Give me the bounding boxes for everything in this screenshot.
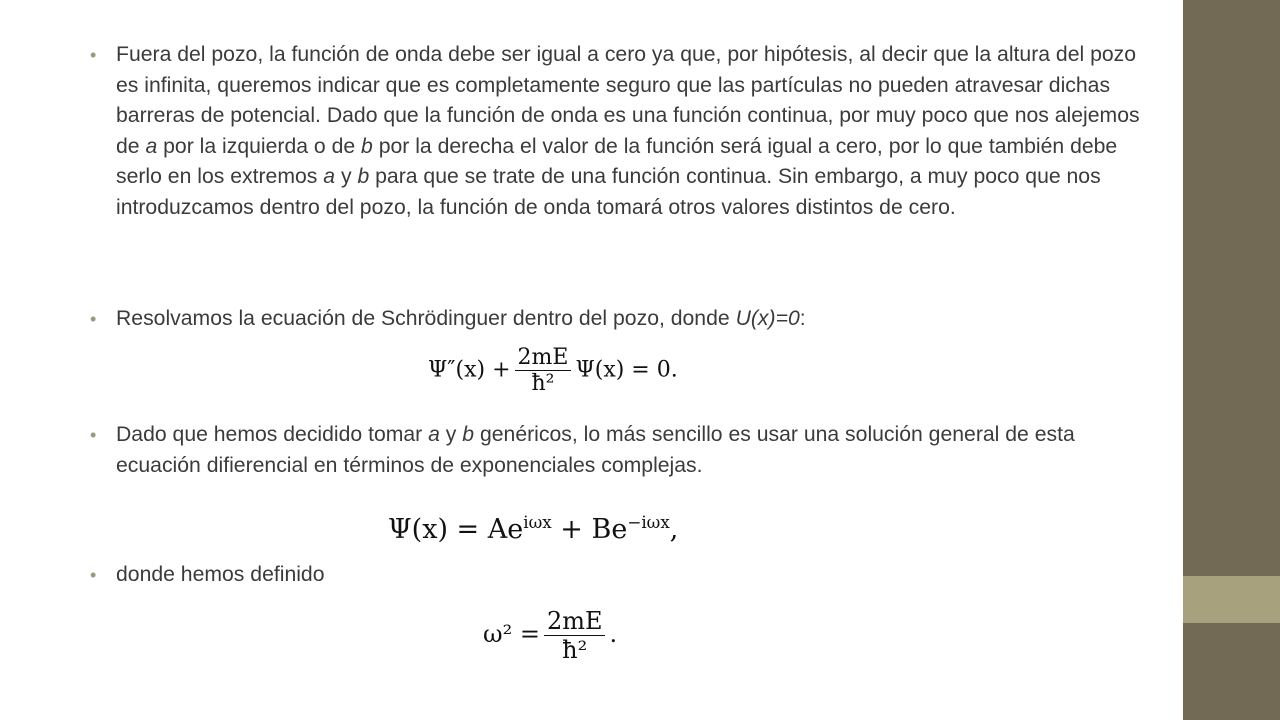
eq-lhs: Ψ″(x) +: [428, 357, 511, 383]
fraction-numerator: 2mE: [544, 607, 606, 636]
var-b: b: [357, 165, 370, 189]
bullet-text: para que se trate de una función continua. Sin embargo, a muy poco que nos introduzcamos dentro del pozo, la función de onda tomará otros valores distintos de cero.: [116, 165, 1101, 219]
var-b: b: [361, 134, 373, 158]
schrodinger-equation: [428, 345, 678, 396]
bullet-text: y: [335, 165, 358, 189]
var-a: a: [323, 165, 336, 189]
exponent: −iωx: [627, 512, 670, 532]
fraction: [515, 345, 572, 396]
fraction-numerator: 2mE: [515, 345, 572, 371]
var-a: a: [145, 134, 158, 158]
sidebar-decoration-bottom: [1183, 623, 1280, 720]
sidebar-accent-band: [1183, 576, 1280, 623]
fraction-denominator: ħ²: [531, 371, 555, 396]
bullet-2: [90, 304, 1156, 335]
eq-mid: + Be: [551, 514, 628, 545]
bullet-text: genéricos, lo más sencillo es usar una solución general de esta ecuación difierencial en términos de exponenciales complejas.: [116, 423, 1075, 477]
eq-lhs: ω² =: [483, 620, 540, 648]
bullet-text: y: [439, 423, 463, 446]
var-a: a: [428, 423, 440, 446]
bullet-text: Fuera del pozo, la función de onda debe ser igual a cero ya que, por hipótesis, al decir que la altura del pozo es infinita, queremos indicar que es completamente seguro que las partículas no pueden atravesar dichas barreras de potencial. Dado que la función de onda es una función continua, por muy poco que nos alejemos de: [116, 43, 1140, 158]
var-b: b: [462, 423, 475, 446]
bullet-text: :: [799, 307, 806, 330]
bullet-4: [90, 560, 1156, 591]
eq-end: .: [609, 620, 618, 648]
bullet-text: Resolvamos la ecuación de Schrödinguer dentro del pozo, donde: [116, 307, 736, 330]
exponent: iωx: [523, 512, 552, 532]
bullet-text: por la derecha el valor de la función será igual a cero, por lo que también debe serlo en los extremos: [116, 134, 1118, 189]
eq-end: ,: [669, 514, 679, 545]
bullet-3: [90, 420, 1156, 481]
eq-lhs: Ψ(x) = Ae: [388, 514, 524, 545]
general-solution-equation: [388, 512, 678, 545]
eq-rhs: Ψ(x) = 0.: [575, 357, 678, 383]
bullet-1: [90, 40, 1156, 224]
bullet-text: Dado que hemos decidido tomar: [116, 423, 429, 446]
bullet-text: por la izquierda o de: [157, 134, 362, 158]
potential-condition: U(x)=0: [735, 307, 800, 330]
fraction: [544, 607, 606, 664]
bullet-text: donde hemos definido: [116, 563, 325, 586]
omega-definition-equation: [483, 607, 617, 664]
sidebar-decoration: [1183, 0, 1280, 576]
fraction-denominator: ħ²: [562, 636, 588, 664]
